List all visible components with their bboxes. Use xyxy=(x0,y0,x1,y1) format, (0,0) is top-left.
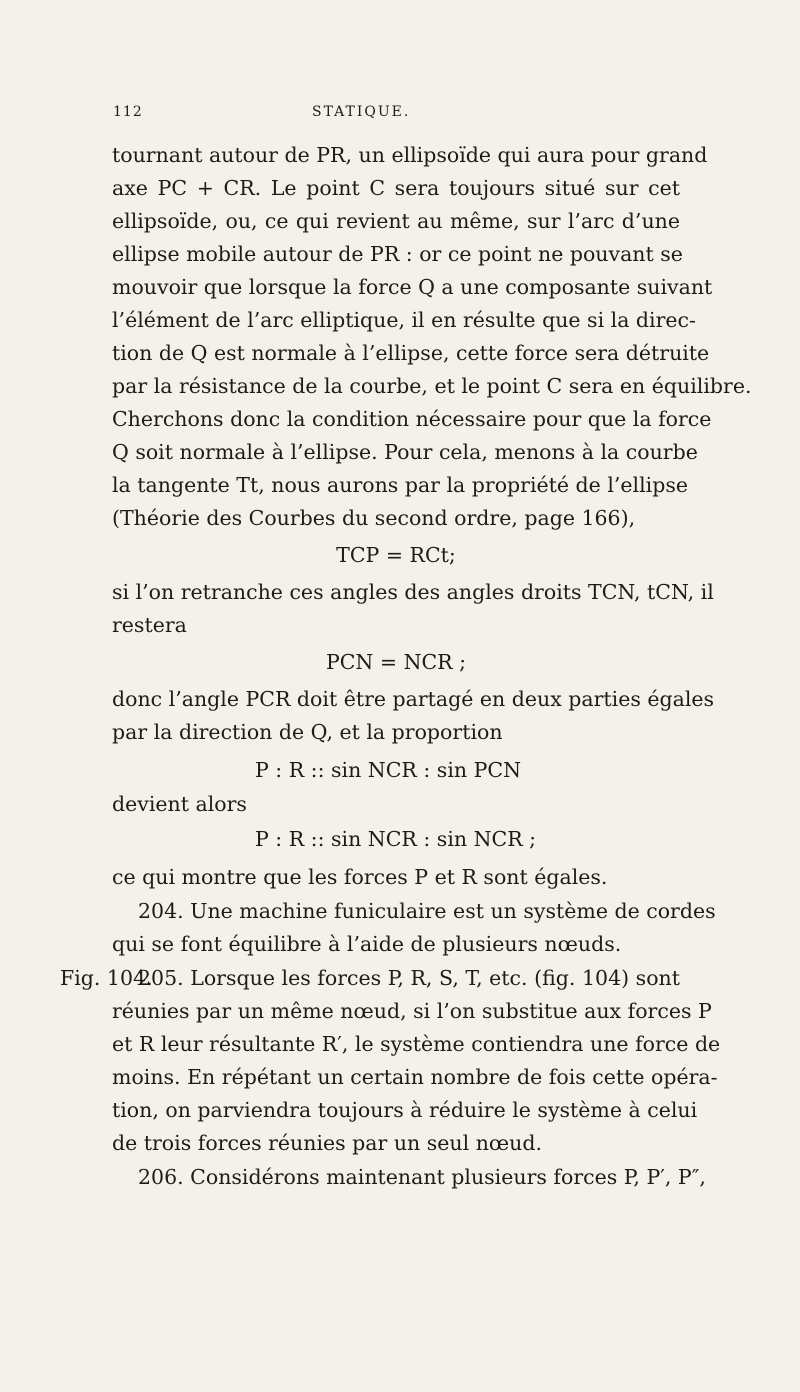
paragraph-204-start: 204. Une machine funiculaire est un système de cordes xyxy=(138,899,716,923)
text-line: restera xyxy=(112,613,187,637)
running-title: STATIQUE. xyxy=(312,104,411,120)
equation: TCP = RCt; xyxy=(336,543,456,567)
text-line: Cherchons donc la condition nécessaire pour que la force xyxy=(112,407,712,431)
paragraph-206-start: 206. Considérons maintenant plusieurs forces P, P′, P″, xyxy=(138,1165,706,1189)
text-line: mouvoir que lorsque la force Q a une composante suivant xyxy=(112,275,713,299)
text-line: axe PC + CR. Le point C sera toujours situé sur cet xyxy=(112,176,680,200)
text-line: par la direction de Q, et la proportion xyxy=(112,720,503,744)
text-line: si l’on retranche ces angles des angles droits TCN, tCN, il xyxy=(112,580,714,604)
text-line: tournant autour de PR, un ellipsoïde qui aura pour grand xyxy=(112,143,708,167)
text-line: ellipsoïde, ou, ce qui revient au même, sur l’arc d’une xyxy=(112,209,680,233)
text-line: ellipse mobile autour de PR : or ce point ne pouvant se xyxy=(112,242,683,266)
text-line: par la résistance de la courbe, et le point C sera en équilibre. xyxy=(112,374,752,398)
text-line: et R leur résultante R′, le système contiendra une force de xyxy=(112,1032,721,1056)
text-line: l’élément de l’arc elliptique, il en résulte que si la direc- xyxy=(112,308,696,332)
text-line: qui se font équilibre à l’aide de plusieurs nœuds. xyxy=(112,932,622,956)
text-line: de trois forces réunies par un seul nœud. xyxy=(112,1131,543,1155)
equation: PCN = NCR ; xyxy=(325,650,467,674)
text-line: tion de Q est normale à l’ellipse, cette force sera détruite xyxy=(112,341,710,365)
text-line: Q soit normale à l’ellipse. Pour cela, menons à la courbe xyxy=(112,440,698,464)
page-number: 112 xyxy=(113,104,143,120)
proportion: P : R :: sin NCR : sin PCN xyxy=(255,758,522,782)
text-line: donc l’angle PCR doit être partagé en deux parties égales xyxy=(112,687,715,711)
margin-figure-reference: Fig. 104. xyxy=(60,966,153,990)
text-line: tion, on parviendra toujours à réduire le système à celui xyxy=(112,1098,698,1122)
paragraph-205-start: 205. Lorsque les forces P, R, S, T, etc. (fig. 104) sont xyxy=(138,966,680,990)
text-line: réunies par un même nœud, si l’on substitue aux forces P xyxy=(112,999,712,1023)
text-line: la tangente Tt, nous aurons par la propriété de l’ellipse xyxy=(112,473,688,497)
text-line: devient alors xyxy=(112,792,247,816)
text-line: moins. En répétant un certain nombre de fois cette opéra- xyxy=(112,1065,718,1089)
text-line: ce qui montre que les forces P et R sont égales. xyxy=(112,865,608,889)
proportion: P : R :: sin NCR : sin NCR ; xyxy=(255,827,537,851)
text-line: (Théorie des Courbes du second ordre, page 166), xyxy=(112,506,636,530)
